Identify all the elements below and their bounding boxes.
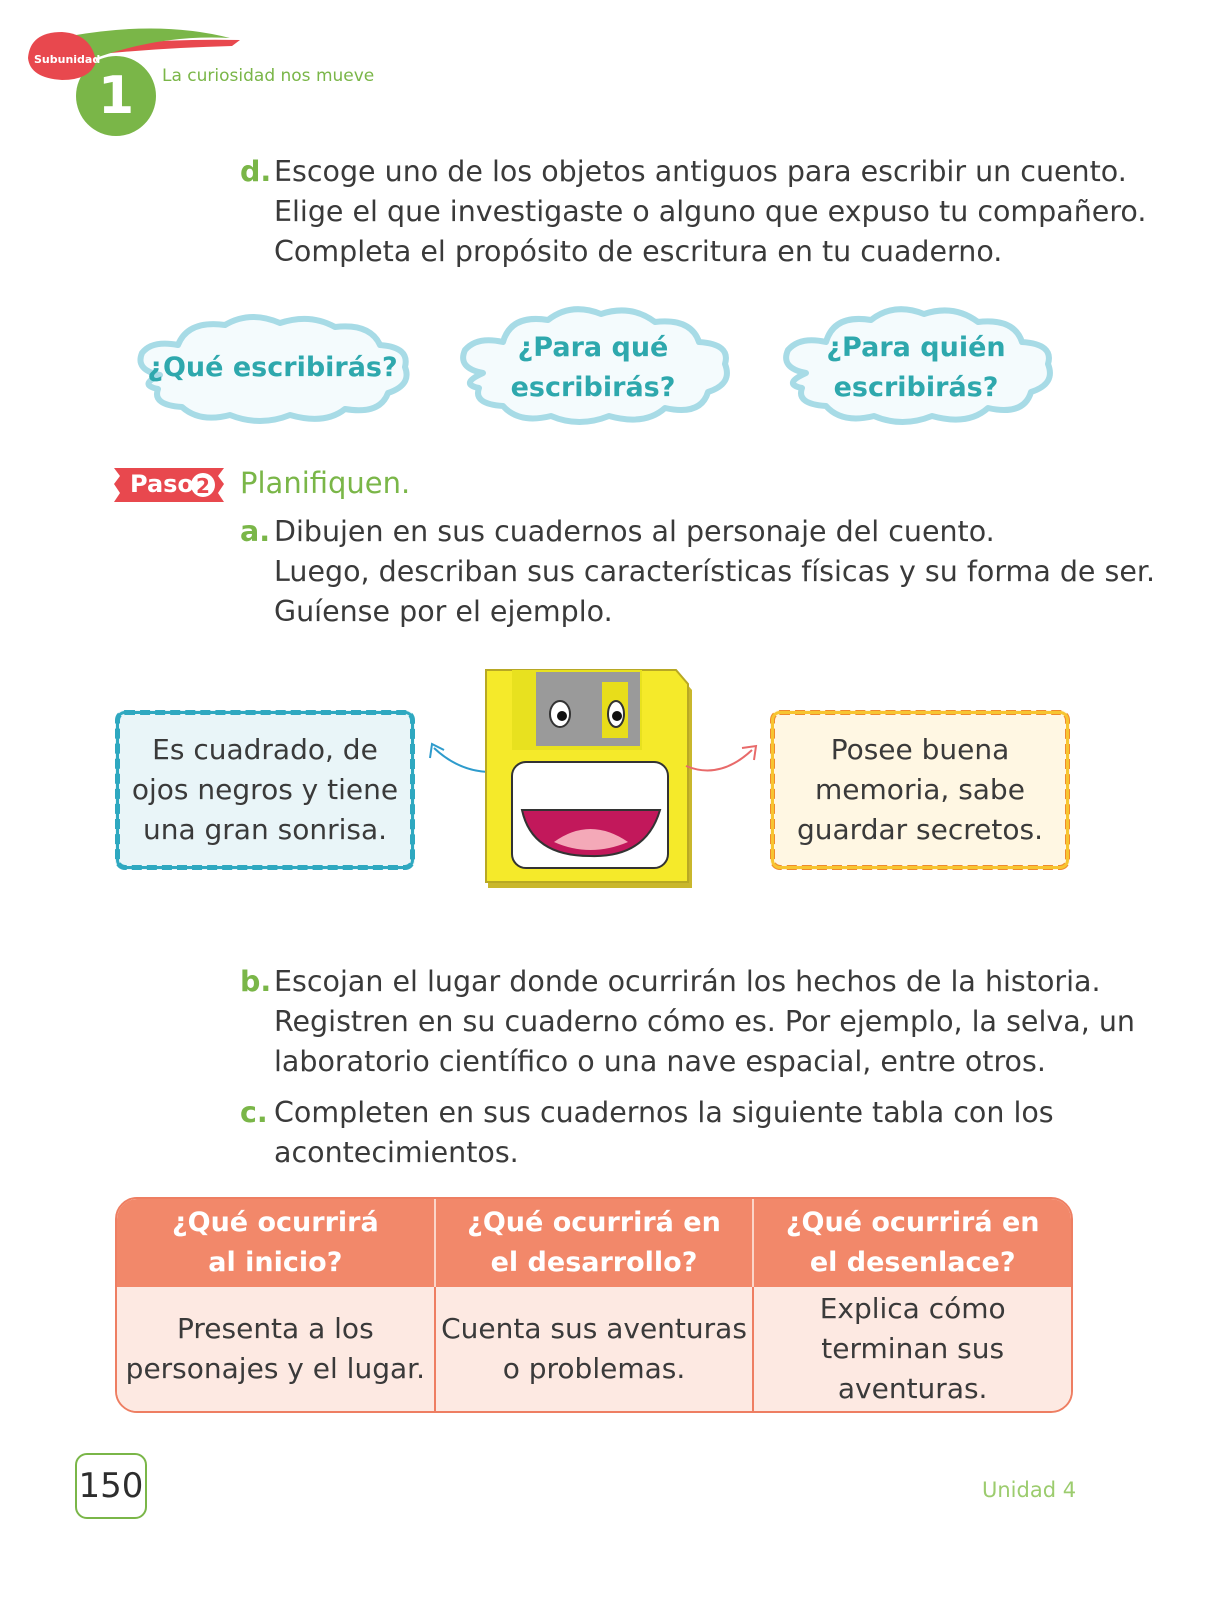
header-line: ¿Qué ocurrirá en — [467, 1207, 721, 1238]
header-line: el desenlace? — [809, 1247, 1016, 1278]
description-line: Es cuadrado, de — [152, 733, 378, 766]
page-number: 150 — [75, 1453, 147, 1519]
table-header-cell — [117, 1199, 434, 1287]
item-b — [240, 962, 1135, 1082]
cloud-line: ¿Para qué — [517, 332, 669, 363]
cell-line: Presenta a los — [176, 1312, 374, 1345]
item-text-line: Dibujen en sus cuadernos al personaje del cuento. — [274, 515, 995, 548]
cloud-line: escribirás? — [510, 372, 676, 403]
cell-line: o problemas. — [502, 1352, 686, 1385]
item-text-line: Registren en su cuaderno cómo es. Por ejemplo, la selva, un — [274, 1005, 1135, 1038]
description-line: una gran sonrisa. — [142, 813, 388, 846]
table-header-cell — [434, 1199, 753, 1287]
item-text-line: Completen en sus cuadernos la siguiente tabla con los — [274, 1096, 1054, 1129]
item-c — [240, 1093, 1054, 1173]
cloud-line: ¿Qué escribirás? — [147, 352, 398, 383]
header-line: ¿Qué ocurrirá en — [785, 1207, 1040, 1238]
description-line: ojos negros y tiene — [131, 773, 399, 806]
table-row — [117, 1287, 1071, 1411]
physical-description-box — [115, 710, 415, 870]
item-letter: a. — [240, 515, 271, 548]
unit-label: Unidad 4 — [982, 1478, 1077, 1502]
item-text-line: acontecimientos. — [274, 1136, 519, 1169]
item-letter: d. — [240, 155, 272, 188]
item-text-line: Completa el propósito de escritura en tu cuaderno. — [274, 235, 1003, 268]
paso-label: Paso — [130, 470, 194, 498]
table-header-cell — [752, 1199, 1071, 1287]
cloud-question-why — [463, 328, 723, 408]
subunit-label: Subunidad — [34, 53, 101, 66]
item-a — [240, 512, 1155, 632]
cloud-question-what — [140, 348, 405, 388]
item-text-line: laboratorio científico o una nave espacial, entre otros. — [274, 1045, 1046, 1078]
item-text-line: Luego, describan sus características físicas y su forma de ser. — [274, 555, 1156, 588]
subunit-number: 1 — [98, 66, 135, 126]
paso-title: Planifiquen. — [240, 466, 411, 500]
table-cell — [117, 1287, 434, 1411]
subunit-title: La curiosidad nos mueve — [162, 66, 375, 86]
item-text-line: Guíense por el ejemplo. — [274, 595, 613, 628]
header-line: el desarrollo? — [490, 1247, 698, 1278]
description-line: memoria, sabe — [815, 773, 1025, 806]
cell-line: Cuenta sus aventuras — [441, 1312, 747, 1345]
cloud-line: escribirás? — [833, 372, 999, 403]
item-text-line: Escoge uno de los objetos antiguos para escribir un cuento. — [274, 155, 1127, 188]
cell-line: aventuras. — [837, 1372, 988, 1405]
cell-line: terminan sus — [821, 1332, 1005, 1365]
item-letter: c. — [240, 1096, 268, 1129]
item-text-line: Escojan el lugar donde ocurrirán los hechos de la historia. — [274, 965, 1101, 998]
cloud-question-who — [786, 328, 1046, 408]
events-table — [115, 1197, 1073, 1413]
description-line: guardar secretos. — [797, 813, 1043, 846]
item-letter: b. — [240, 965, 272, 998]
floppy-disk-character-icon — [482, 666, 702, 896]
header-line: ¿Qué ocurrirá — [171, 1207, 379, 1238]
personality-description-box — [770, 710, 1070, 870]
item-text-line: Elige el que investigaste o alguno que expuso tu compañero. — [274, 195, 1147, 228]
header-line: al inicio? — [208, 1247, 343, 1278]
table-cell — [752, 1287, 1071, 1411]
table-header-row — [117, 1199, 1071, 1287]
paso-number: 2 — [196, 474, 210, 498]
table-cell — [434, 1287, 753, 1411]
cloud-line: ¿Para quién — [826, 332, 1006, 363]
arrow-right-icon — [680, 736, 770, 786]
item-d — [240, 152, 1146, 272]
cell-line: Explica cómo — [819, 1292, 1006, 1325]
description-line: Posee buena — [830, 733, 1010, 766]
cell-line: personajes y el lugar. — [125, 1352, 425, 1385]
